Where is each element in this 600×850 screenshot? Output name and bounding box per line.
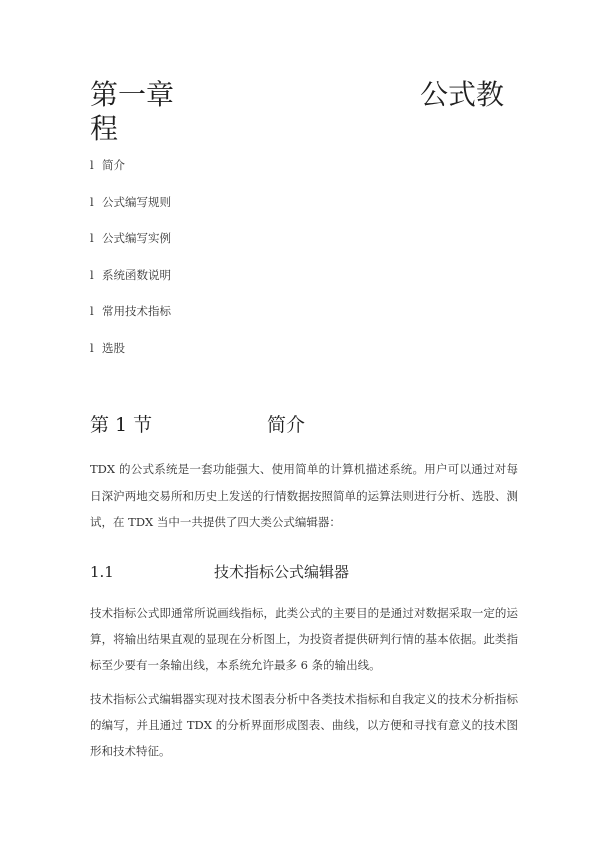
toc-item[interactable] <box>90 230 171 267</box>
subsection-title: 技术指标公式编辑器 <box>214 563 350 581</box>
toc-item[interactable] <box>90 267 171 304</box>
table-of-contents <box>90 157 171 377</box>
bullet-icon: l <box>90 194 94 209</box>
bullet-icon: l <box>90 304 94 319</box>
toc-item[interactable] <box>90 157 171 194</box>
subsection-number: 1.1 <box>90 563 114 581</box>
toc-item-label: 系统函数说明 <box>102 267 171 282</box>
toc-item[interactable] <box>90 194 171 231</box>
toc-item[interactable] <box>90 340 171 377</box>
toc-item-label: 常用技术指标 <box>102 304 171 319</box>
bullet-icon: l <box>90 340 94 355</box>
chapter-label: 第一章 <box>90 78 175 111</box>
intro-paragraph: TDX 的公式系统是一套功能强大、使用简单的计算机描述系统。用户可以通过对每日深沪两地交易所和历史上发送的行情数据按照简单的运算法则进行分析、选股、测试，在 TDX 当中一共提供了四大类公式编辑器： <box>90 462 518 529</box>
chapter-title-continued: 程 <box>90 112 119 145</box>
toc-item-label: 选股 <box>102 340 125 355</box>
section-number: 第 1 节 <box>90 414 153 436</box>
bullet-icon: l <box>90 231 94 246</box>
indicator-editor-paragraph: 技术指标公式编辑器实现对技术图表分析中各类技术指标和自我定义的技术分析指标的编写，并且通过 TDX 的分析界面形成图表、曲线，以方便和寻找有意义的技术图形和技术特征。 <box>90 692 518 759</box>
toc-item-label: 公式编写实例 <box>102 231 171 246</box>
section-title: 简介 <box>267 414 306 436</box>
toc-item[interactable] <box>90 303 171 340</box>
toc-item-label: 公式编写规则 <box>102 194 171 209</box>
bullet-icon: l <box>90 158 94 172</box>
bullet-icon: l <box>90 267 94 282</box>
toc-item-label: 简介 <box>102 158 125 172</box>
indicator-formula-paragraph: 技术指标公式即通常所说画线指标，此类公式的主要目的是通过对数据采取一定的运算，将输出结果直观的显现在分析图上，为投资者提供研判行情的基本依据。此类指标至少要有一条输出线，本系统允许最多 6 条的输出线。 <box>90 606 518 673</box>
chapter-title-text: 公式教 <box>420 78 505 111</box>
